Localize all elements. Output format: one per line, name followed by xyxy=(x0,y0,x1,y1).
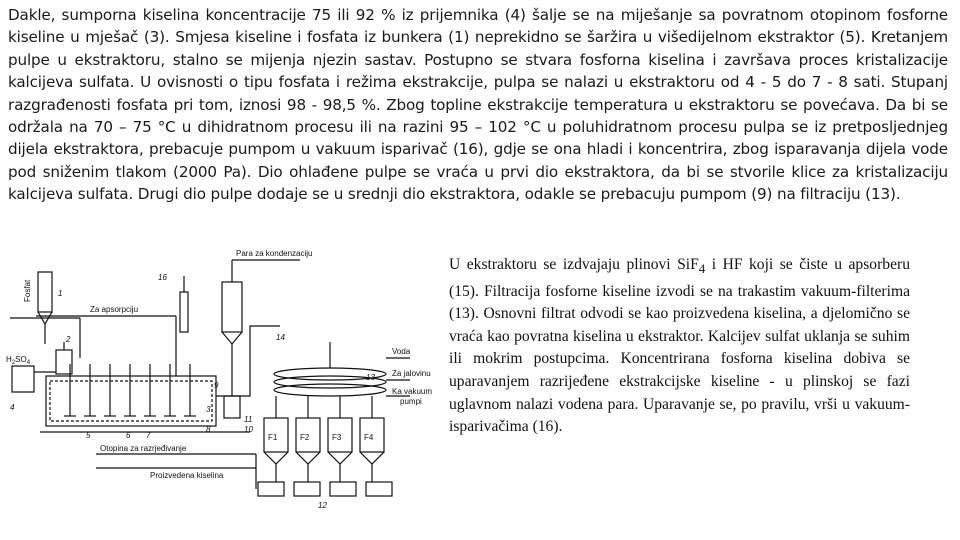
acid-receiver xyxy=(12,366,34,392)
right-paragraph-part1: U ekstraktoru se izdvajaju plinovi SiF xyxy=(449,256,699,273)
label-apsorpcija: Za apsorpciju xyxy=(90,305,139,314)
number-5: 5 xyxy=(86,431,91,440)
label-para: Para za kondenzaciju xyxy=(236,249,313,258)
number-16: 16 xyxy=(158,273,167,282)
number-13: 13 xyxy=(366,373,375,382)
number-3: 3 xyxy=(206,405,211,414)
number-7: 7 xyxy=(146,431,151,440)
label-h2so4: $H_2SO_4$ xyxy=(6,355,31,366)
label-fosfat: Fosfat xyxy=(23,279,32,302)
evaporator-tank xyxy=(224,396,240,418)
filter-label-2: F2 xyxy=(300,433,310,442)
label-otopina: Otopina za razrjeđivanje xyxy=(100,444,187,453)
phosphate-bunker xyxy=(38,272,52,312)
number-1: 1 xyxy=(58,289,63,298)
number-8: 8 xyxy=(206,425,211,434)
top-paragraph: Dakle, sumporna kiselina koncentracije 75 ili 92 % iz prijemnika (4) šalje se na miješanje sa povratnom otopinom fosforne kiseline u mješač (3). Smjesa kiseline i fosfata iz bunkera (1) neprekidno se šaržira u višedijelnom ekstraktor (5). Kretanjem pulpe u ekstraktoru, stalno se mijenja njezin sastav. Postupno se stvara fosforna kiselina i završava proces kristalizacije kalcijeva sulfata. U ovisnosti o tipu fosfata i režima ekstrakcije, pulpa se nalazi u ekstraktoru od 4 - 5 do 7 - 8 sati. Stupanj razgrađenosti fosfata pri tom, iznosi 98 - 98,5 %. Zbog topline ekstrakcije temperatura u ekstraktoru se povećava. Da bi se održala na 70 – 75 °C u dihidratnom procesu ili na razini 95 – 102 °C u poluhidratnom procesu pulpa se iz pretposljednjeg dijela ekstraktora, prebacuje pumpom u vakuum isparivač (16), gdje se ona hladi i koncentrira, zbog isparavanja dijela vode pod sniženim tlakom (2000 Pa). Dio ohlađene pulpe se vraća u prvi dio ekstraktora, da bi se stvorile klice za kristalizaciju kalcijeva sulfata. Drugi dio pulpe dodaje se u srednji dio ekstraktora, odakle se prebacuju pumpom (9) na filtraciju (13). xyxy=(8,6,948,204)
number-14: 14 xyxy=(276,333,285,342)
right-paragraph-part2: i HF koji se čiste u apsorberu (15). Filtracija fosforne kiseline izvodi se na trakastim vakuum-filterima (13). Osnovni filtrat odvodi se kao proizvedena kiselina, a djelomično se vraća kao povratna kiselina u ekstraktor. Kalcijev sulfat uklanja se suhim ili mokrim postupcima. Koncentrirana fosforna kiselina dobiva se uparavanjem razrijeđene ekstrakcijske kiseline - u plinskoj se fazi uglavnom nalazi vodena para. Uparavanje se, po pravilu, vrši u vakuum-isparivačima (16). xyxy=(449,256,910,436)
label-voda: Voda xyxy=(392,347,411,356)
sif4-subscript: 4 xyxy=(698,261,706,277)
process-diagram xyxy=(0,246,440,538)
number-11: 11 xyxy=(244,415,253,424)
filter-label-4: F4 xyxy=(364,433,374,442)
number-6: 6 xyxy=(126,431,131,440)
vacuum-evaporator xyxy=(222,282,242,332)
label-pumpi: pumpi xyxy=(400,397,422,406)
filter-label-3: F3 xyxy=(332,433,342,442)
number-9: 9 xyxy=(214,381,219,390)
number-10: 10 xyxy=(244,425,253,434)
number-12: 12 xyxy=(318,501,327,510)
filtrate-collectors xyxy=(258,464,392,496)
filter-label-1: F1 xyxy=(268,433,278,442)
label-jalovina: Za jalovinu xyxy=(392,369,431,378)
filter-units xyxy=(264,396,384,464)
label-vakuum: Ka vakuum xyxy=(392,387,433,396)
number-4: 4 xyxy=(10,403,15,412)
right-paragraph xyxy=(449,254,910,439)
number-2: 2 xyxy=(66,335,71,344)
label-proizvedena: Proizvedena kiselina xyxy=(150,471,224,480)
